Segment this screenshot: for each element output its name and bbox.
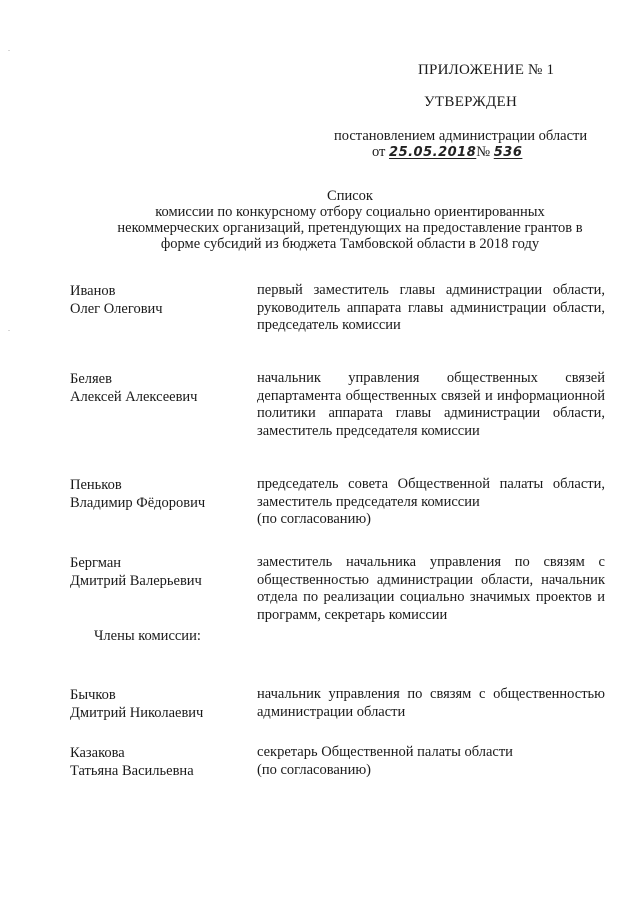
member-surname: Беляев: [70, 371, 112, 387]
title-line-1: Список: [327, 188, 373, 204]
number-prefix: №: [476, 144, 491, 160]
member-name: [70, 554, 250, 590]
date-prefix: от: [372, 144, 386, 160]
appendix-label: ПРИЛОЖЕНИЕ № 1: [418, 62, 555, 78]
title-line-4: форме субсидий из бюджета Тамбовской области в 2018 году: [160, 236, 540, 252]
member-note: (по согласованию): [257, 761, 371, 778]
member-given-name: Татьяна Васильевна: [70, 763, 194, 779]
scan-mark: .: [8, 324, 10, 333]
member-surname: Иванов: [70, 283, 116, 299]
member-surname: Бычков: [70, 687, 116, 703]
member-duty: начальник управления по связям с общественностью администрации области: [257, 686, 605, 720]
handwritten-date: 25.05.2018: [389, 145, 477, 160]
member-given-name: Владимир Фёдорович: [70, 495, 206, 511]
member-name: [70, 370, 250, 406]
member-given-name: Олег Олегович: [70, 301, 163, 317]
member-duty: первый заместитель главы администрации области, руководитель аппарата главы администрации области, председатель комиссии: [257, 282, 605, 333]
member-surname: Пеньков: [70, 477, 122, 493]
decree-label: постановлением администрации области: [334, 128, 588, 144]
member-duty: начальник управления общественных связей департамента общественных связей и информационной политики аппарата главы администрации области, заместитель председателя комиссии: [257, 370, 605, 439]
title-line-2: комиссии по конкурсному отбору социально ориентированных: [155, 204, 545, 220]
member-name: [70, 282, 250, 318]
scan-mark: .: [8, 44, 10, 53]
member-surname: Казакова: [70, 745, 125, 761]
member-name: [70, 744, 250, 780]
members-heading: Члены комиссии:: [94, 628, 201, 644]
member-given-name: Дмитрий Николаевич: [70, 705, 204, 721]
member-note: (по согласованию): [257, 511, 371, 527]
title-line-3: некоммерческих организаций, претендующих на предоставление грантов в: [117, 220, 583, 236]
member-name: [70, 686, 250, 722]
decree-date-line: [372, 144, 522, 161]
member-duty: [257, 744, 605, 779]
member-given-name: Алексей Алексеевич: [70, 389, 198, 405]
member-duty-text: секретарь Общественной палаты области: [257, 744, 513, 760]
member-duty: заместитель начальника управления по связям с общественностью администрации области, начальник отдела по реализации социально значимых проектов и программ, секретарь комиссии: [257, 554, 605, 623]
member-duty-text: председатель совета Общественной палаты области, заместитель председателя комиссии: [257, 476, 605, 510]
approved-label: УТВЕРЖДЕН: [424, 94, 518, 110]
member-surname: Бергман: [70, 555, 122, 571]
member-given-name: Дмитрий Валерьевич: [70, 573, 202, 589]
document-title: [90, 188, 610, 252]
member-duty: [257, 476, 605, 529]
handwritten-number: 536: [493, 145, 523, 160]
member-name: [70, 476, 250, 512]
